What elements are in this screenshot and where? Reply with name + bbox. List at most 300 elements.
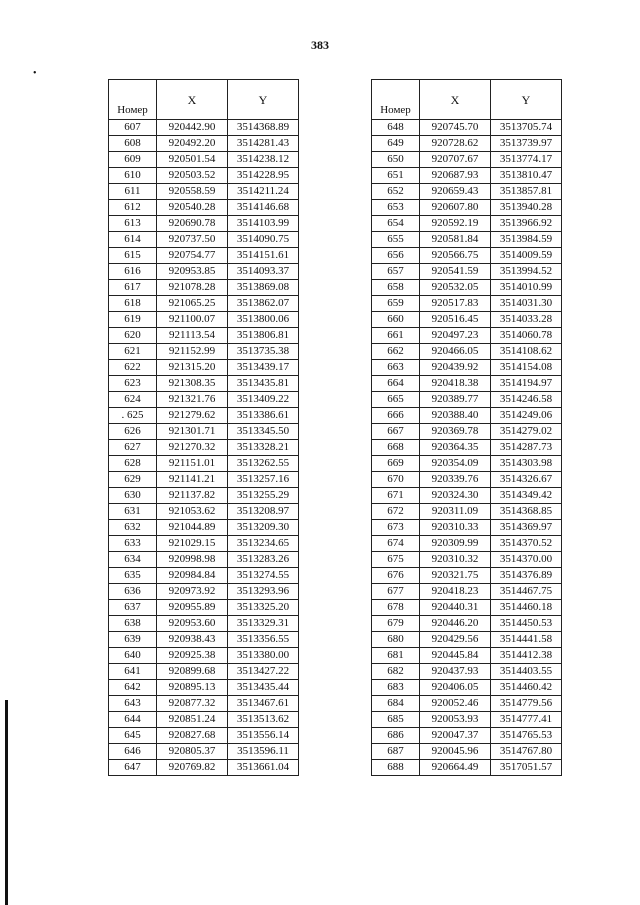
cell-number: 686 xyxy=(372,728,420,744)
cell-x: 920418.38 xyxy=(420,376,491,392)
cell-number: 665 xyxy=(372,392,420,408)
cell-x: 920047.37 xyxy=(420,728,491,744)
table-row xyxy=(372,184,562,200)
cell-y: 3513705.74 xyxy=(491,120,562,136)
cell-number: 635 xyxy=(109,568,157,584)
cell-y: 3514369.97 xyxy=(491,520,562,536)
cell-number: 610 xyxy=(109,168,157,184)
cell-x: 920745.70 xyxy=(420,120,491,136)
cell-y: 3514326.67 xyxy=(491,472,562,488)
table-row xyxy=(372,312,562,328)
table-row xyxy=(372,280,562,296)
table-row xyxy=(109,408,299,424)
table-row xyxy=(109,424,299,440)
cell-x: 920754.77 xyxy=(157,248,228,264)
cell-y: 3517051.57 xyxy=(491,760,562,776)
cell-number: 623 xyxy=(109,376,157,392)
cell-y: 3514368.89 xyxy=(228,120,299,136)
table-row xyxy=(372,168,562,184)
cell-x: 920877.32 xyxy=(157,696,228,712)
cell-y: 3513209.30 xyxy=(228,520,299,536)
cell-y: 3513739.97 xyxy=(491,136,562,152)
cell-y: 3514450.53 xyxy=(491,616,562,632)
table-row xyxy=(109,520,299,536)
table-row xyxy=(372,200,562,216)
table-row xyxy=(372,296,562,312)
table-row xyxy=(372,472,562,488)
table-row xyxy=(372,680,562,696)
cell-number: 666 xyxy=(372,408,420,424)
cell-y: 3513208.97 xyxy=(228,504,299,520)
cell-number: 634 xyxy=(109,552,157,568)
cell-y: 3514093.37 xyxy=(228,264,299,280)
cell-y: 3513274.55 xyxy=(228,568,299,584)
table-row xyxy=(109,152,299,168)
cell-x: 921141.21 xyxy=(157,472,228,488)
cell-y: 3514194.97 xyxy=(491,376,562,392)
cell-y: 3514281.43 xyxy=(228,136,299,152)
table-row xyxy=(109,504,299,520)
cell-number: 645 xyxy=(109,728,157,744)
column-header-y: Y xyxy=(228,80,299,120)
scan-dot-mark: • xyxy=(33,68,37,79)
table-row xyxy=(109,344,299,360)
cell-y: 3513409.22 xyxy=(228,392,299,408)
cell-y: 3513774.17 xyxy=(491,152,562,168)
table-row xyxy=(109,472,299,488)
table-row xyxy=(109,680,299,696)
cell-y: 3514287.73 xyxy=(491,440,562,456)
table-row xyxy=(372,520,562,536)
cell-y: 3514228.95 xyxy=(228,168,299,184)
table-row xyxy=(109,200,299,216)
table-row xyxy=(109,360,299,376)
cell-number: 637 xyxy=(109,600,157,616)
cell-x: 921053.62 xyxy=(157,504,228,520)
cell-x: 920517.83 xyxy=(420,296,491,312)
cell-y: 3514108.62 xyxy=(491,344,562,360)
cell-x: 920389.77 xyxy=(420,392,491,408)
cell-number: 633 xyxy=(109,536,157,552)
cell-y: 3514154.08 xyxy=(491,360,562,376)
table-row xyxy=(109,536,299,552)
cell-number: 640 xyxy=(109,648,157,664)
cell-x: 921044.89 xyxy=(157,520,228,536)
cell-y: 3513283.26 xyxy=(228,552,299,568)
table-row xyxy=(372,728,562,744)
cell-x: 920707.67 xyxy=(420,152,491,168)
cell-number: . 625 xyxy=(109,408,157,424)
cell-y: 3513380.00 xyxy=(228,648,299,664)
table-row xyxy=(109,760,299,776)
cell-x: 920497.23 xyxy=(420,328,491,344)
cell-number: 616 xyxy=(109,264,157,280)
cell-x: 920805.37 xyxy=(157,744,228,760)
table-row xyxy=(109,312,299,328)
column-header-x: X xyxy=(157,80,228,120)
table-row xyxy=(372,216,562,232)
cell-x: 921270.32 xyxy=(157,440,228,456)
cell-number: 643 xyxy=(109,696,157,712)
table-row xyxy=(372,632,562,648)
cell-y: 3513984.59 xyxy=(491,232,562,248)
table-row xyxy=(372,424,562,440)
table-row xyxy=(109,648,299,664)
table-row xyxy=(372,744,562,760)
cell-y: 3514090.75 xyxy=(228,232,299,248)
cell-number: 648 xyxy=(372,120,420,136)
cell-x: 920311.09 xyxy=(420,504,491,520)
cell-y: 3514767.80 xyxy=(491,744,562,760)
cell-y: 3514370.52 xyxy=(491,536,562,552)
cell-y: 3513994.52 xyxy=(491,264,562,280)
cell-y: 3514441.58 xyxy=(491,632,562,648)
cell-y: 3513435.44 xyxy=(228,680,299,696)
cell-number: 652 xyxy=(372,184,420,200)
cell-number: 627 xyxy=(109,440,157,456)
cell-y: 3513257.16 xyxy=(228,472,299,488)
cell-x: 920659.43 xyxy=(420,184,491,200)
cell-y: 3513940.28 xyxy=(491,200,562,216)
table-row xyxy=(109,392,299,408)
cell-x: 920664.49 xyxy=(420,760,491,776)
cell-number: 615 xyxy=(109,248,157,264)
cell-x: 920429.56 xyxy=(420,632,491,648)
table-row xyxy=(109,568,299,584)
cell-y: 3513439.17 xyxy=(228,360,299,376)
cell-number: 674 xyxy=(372,536,420,552)
table-row xyxy=(109,248,299,264)
cell-x: 920446.20 xyxy=(420,616,491,632)
cell-y: 3513869.08 xyxy=(228,280,299,296)
cell-x: 920607.80 xyxy=(420,200,491,216)
cell-number: 642 xyxy=(109,680,157,696)
cell-x: 921321.76 xyxy=(157,392,228,408)
cell-x: 920955.89 xyxy=(157,600,228,616)
cell-y: 3514376.89 xyxy=(491,568,562,584)
column-header-x: X xyxy=(420,80,491,120)
cell-x: 920466.05 xyxy=(420,344,491,360)
cell-number: 662 xyxy=(372,344,420,360)
table-row xyxy=(109,376,299,392)
table-row xyxy=(372,760,562,776)
cell-y: 3514279.02 xyxy=(491,424,562,440)
cell-number: 632 xyxy=(109,520,157,536)
cell-x: 920406.05 xyxy=(420,680,491,696)
cell-x: 920492.20 xyxy=(157,136,228,152)
cell-number: 668 xyxy=(372,440,420,456)
cell-number: 684 xyxy=(372,696,420,712)
table-row xyxy=(109,328,299,344)
cell-number: 621 xyxy=(109,344,157,360)
cell-x: 920310.32 xyxy=(420,552,491,568)
cell-number: 658 xyxy=(372,280,420,296)
table-row xyxy=(372,712,562,728)
cell-x: 920769.82 xyxy=(157,760,228,776)
cell-x: 920938.43 xyxy=(157,632,228,648)
cell-x: 920925.38 xyxy=(157,648,228,664)
table-row xyxy=(109,616,299,632)
table-row xyxy=(372,696,562,712)
cell-number: 663 xyxy=(372,360,420,376)
table-row xyxy=(109,440,299,456)
cell-y: 3513810.47 xyxy=(491,168,562,184)
cell-y: 3513255.29 xyxy=(228,488,299,504)
cell-y: 3513513.62 xyxy=(228,712,299,728)
cell-y: 3513596.11 xyxy=(228,744,299,760)
cell-number: 676 xyxy=(372,568,420,584)
table-row xyxy=(372,376,562,392)
cell-x: 920532.05 xyxy=(420,280,491,296)
cell-y: 3513862.07 xyxy=(228,296,299,312)
cell-x: 920388.40 xyxy=(420,408,491,424)
table-row xyxy=(109,488,299,504)
table-row xyxy=(372,136,562,152)
table-row xyxy=(372,552,562,568)
cell-number: 608 xyxy=(109,136,157,152)
cell-number: 646 xyxy=(109,744,157,760)
cell-y: 3514765.53 xyxy=(491,728,562,744)
cell-y: 3513262.55 xyxy=(228,456,299,472)
cell-x: 920310.33 xyxy=(420,520,491,536)
cell-number: 629 xyxy=(109,472,157,488)
cell-y: 3513427.22 xyxy=(228,664,299,680)
coordinates-table-left xyxy=(108,79,299,776)
cell-x: 921308.35 xyxy=(157,376,228,392)
cell-y: 3513556.14 xyxy=(228,728,299,744)
cell-y: 3514460.42 xyxy=(491,680,562,696)
cell-number: 613 xyxy=(109,216,157,232)
cell-x: 920592.19 xyxy=(420,216,491,232)
cell-number: 638 xyxy=(109,616,157,632)
cell-x: 920354.09 xyxy=(420,456,491,472)
cell-y: 3514211.24 xyxy=(228,184,299,200)
table-row xyxy=(372,488,562,504)
table-row xyxy=(372,264,562,280)
table-row xyxy=(372,440,562,456)
cell-x: 920052.46 xyxy=(420,696,491,712)
table-row xyxy=(109,632,299,648)
table-row xyxy=(372,568,562,584)
table-row xyxy=(109,728,299,744)
cell-number: 688 xyxy=(372,760,420,776)
table-row xyxy=(372,232,562,248)
cell-x: 920558.59 xyxy=(157,184,228,200)
cell-x: 921137.82 xyxy=(157,488,228,504)
column-header-y: Y xyxy=(491,80,562,120)
table-row xyxy=(109,120,299,136)
cell-number: 682 xyxy=(372,664,420,680)
table-row xyxy=(109,744,299,760)
cell-y: 3513800.06 xyxy=(228,312,299,328)
cell-number: 657 xyxy=(372,264,420,280)
table-row xyxy=(372,392,562,408)
cell-y: 3513345.50 xyxy=(228,424,299,440)
cell-number: 667 xyxy=(372,424,420,440)
cell-number: 626 xyxy=(109,424,157,440)
cell-x: 920541.59 xyxy=(420,264,491,280)
cell-number: 644 xyxy=(109,712,157,728)
cell-x: 921301.71 xyxy=(157,424,228,440)
cell-y: 3514403.55 xyxy=(491,664,562,680)
cell-number: 630 xyxy=(109,488,157,504)
cell-number: 671 xyxy=(372,488,420,504)
cell-y: 3514349.42 xyxy=(491,488,562,504)
table-row xyxy=(372,360,562,376)
cell-y: 3513329.31 xyxy=(228,616,299,632)
cell-y: 3513467.61 xyxy=(228,696,299,712)
cell-number: 685 xyxy=(372,712,420,728)
cell-x: 920953.85 xyxy=(157,264,228,280)
table-row xyxy=(372,584,562,600)
cell-y: 3514103.99 xyxy=(228,216,299,232)
cell-x: 920827.68 xyxy=(157,728,228,744)
cell-x: 920973.92 xyxy=(157,584,228,600)
table-row xyxy=(109,280,299,296)
cell-x: 921315.20 xyxy=(157,360,228,376)
cell-number: 672 xyxy=(372,504,420,520)
cell-number: 612 xyxy=(109,200,157,216)
table-row xyxy=(109,264,299,280)
cell-y: 3514009.59 xyxy=(491,248,562,264)
cell-y: 3514246.58 xyxy=(491,392,562,408)
cell-x: 920501.54 xyxy=(157,152,228,168)
cell-y: 3514033.28 xyxy=(491,312,562,328)
cell-x: 920516.45 xyxy=(420,312,491,328)
cell-number: 678 xyxy=(372,600,420,616)
cell-number: 673 xyxy=(372,520,420,536)
cell-number: 670 xyxy=(372,472,420,488)
cell-number: 614 xyxy=(109,232,157,248)
cell-y: 3514060.78 xyxy=(491,328,562,344)
cell-number: 677 xyxy=(372,584,420,600)
cell-y: 3513386.61 xyxy=(228,408,299,424)
table-header-row xyxy=(372,80,562,120)
table-row xyxy=(109,600,299,616)
cell-x: 920440.31 xyxy=(420,600,491,616)
cell-y: 3513661.04 xyxy=(228,760,299,776)
cell-number: 654 xyxy=(372,216,420,232)
cell-x: 920339.76 xyxy=(420,472,491,488)
table-row xyxy=(109,584,299,600)
table-row xyxy=(372,600,562,616)
table-row xyxy=(372,344,562,360)
cell-number: 624 xyxy=(109,392,157,408)
cell-y: 3514238.12 xyxy=(228,152,299,168)
cell-y: 3513234.65 xyxy=(228,536,299,552)
cell-x: 920321.75 xyxy=(420,568,491,584)
table-row xyxy=(109,712,299,728)
cell-number: 609 xyxy=(109,152,157,168)
cell-x: 920503.52 xyxy=(157,168,228,184)
cell-number: 641 xyxy=(109,664,157,680)
cell-x: 920445.84 xyxy=(420,648,491,664)
table-row xyxy=(372,408,562,424)
table-row xyxy=(372,328,562,344)
cell-number: 681 xyxy=(372,648,420,664)
cell-number: 649 xyxy=(372,136,420,152)
cell-x: 921152.99 xyxy=(157,344,228,360)
cell-y: 3514370.00 xyxy=(491,552,562,568)
cell-y: 3514031.30 xyxy=(491,296,562,312)
cell-y: 3514151.61 xyxy=(228,248,299,264)
cell-y: 3513735.38 xyxy=(228,344,299,360)
cell-y: 3513966.92 xyxy=(491,216,562,232)
cell-y: 3513356.55 xyxy=(228,632,299,648)
cell-x: 920309.99 xyxy=(420,536,491,552)
cell-x: 920364.35 xyxy=(420,440,491,456)
cell-x: 920369.78 xyxy=(420,424,491,440)
scan-margin-bar xyxy=(5,700,8,905)
cell-number: 669 xyxy=(372,456,420,472)
cell-number: 680 xyxy=(372,632,420,648)
table-row xyxy=(109,552,299,568)
cell-x: 920439.92 xyxy=(420,360,491,376)
table-row xyxy=(372,616,562,632)
cell-number: 675 xyxy=(372,552,420,568)
cell-x: 921078.28 xyxy=(157,280,228,296)
cell-number: 607 xyxy=(109,120,157,136)
cell-y: 3514460.18 xyxy=(491,600,562,616)
cell-x: 920437.93 xyxy=(420,664,491,680)
cell-number: 651 xyxy=(372,168,420,184)
cell-number: 631 xyxy=(109,504,157,520)
cell-x: 920737.50 xyxy=(157,232,228,248)
cell-number: 659 xyxy=(372,296,420,312)
table-row xyxy=(372,648,562,664)
table-header-row xyxy=(109,80,299,120)
cell-x: 921065.25 xyxy=(157,296,228,312)
cell-x: 921279.62 xyxy=(157,408,228,424)
cell-x: 920442.90 xyxy=(157,120,228,136)
cell-number: 655 xyxy=(372,232,420,248)
table-row xyxy=(109,216,299,232)
cell-x: 921029.15 xyxy=(157,536,228,552)
cell-number: 660 xyxy=(372,312,420,328)
table-row xyxy=(109,184,299,200)
cell-number: 661 xyxy=(372,328,420,344)
table-row xyxy=(372,664,562,680)
cell-x: 920053.93 xyxy=(420,712,491,728)
table-row xyxy=(109,456,299,472)
cell-y: 3513328.21 xyxy=(228,440,299,456)
cell-x: 920566.75 xyxy=(420,248,491,264)
cell-x: 920851.24 xyxy=(157,712,228,728)
cell-x: 920581.84 xyxy=(420,232,491,248)
cell-y: 3513857.81 xyxy=(491,184,562,200)
cell-x: 920895.13 xyxy=(157,680,228,696)
cell-number: 628 xyxy=(109,456,157,472)
table-row xyxy=(109,664,299,680)
cell-x: 920540.28 xyxy=(157,200,228,216)
cell-number: 617 xyxy=(109,280,157,296)
cell-number: 679 xyxy=(372,616,420,632)
table-row xyxy=(372,504,562,520)
cell-y: 3513325.20 xyxy=(228,600,299,616)
cell-y: 3514412.38 xyxy=(491,648,562,664)
cell-x: 920324.30 xyxy=(420,488,491,504)
cell-number: 664 xyxy=(372,376,420,392)
cell-number: 687 xyxy=(372,744,420,760)
page-number: 383 xyxy=(311,38,329,52)
table-row xyxy=(372,536,562,552)
table-row xyxy=(109,296,299,312)
cell-number: 639 xyxy=(109,632,157,648)
cell-y: 3514303.98 xyxy=(491,456,562,472)
coordinates-table-right xyxy=(371,79,562,776)
cell-x: 921151.01 xyxy=(157,456,228,472)
cell-x: 920418.23 xyxy=(420,584,491,600)
